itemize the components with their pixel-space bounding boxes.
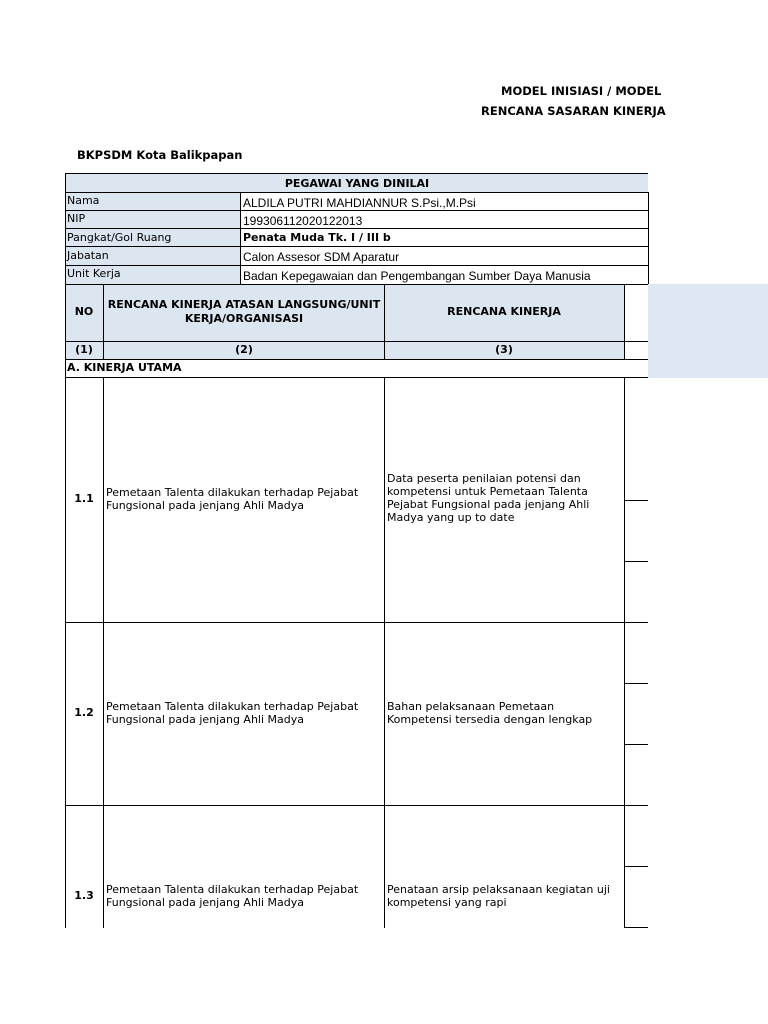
field-label-unit-kerja: Unit Kerja bbox=[67, 267, 121, 280]
grid-line bbox=[65, 284, 648, 285]
overlay-panel bbox=[648, 284, 768, 378]
field-label-nip: NIP bbox=[67, 212, 86, 225]
field-label-pangkat: Pangkat/Gol Ruang bbox=[67, 231, 172, 244]
row-kinerja-text: Bahan pelaksanaan Pemetaan Kompetensi tersedia dengan lengkap bbox=[387, 700, 593, 726]
row-no: 1.3 bbox=[74, 889, 94, 902]
row-no: 1.2 bbox=[74, 706, 94, 719]
grid-line bbox=[240, 192, 241, 284]
col-header-no: NO bbox=[74, 305, 94, 318]
grid-line bbox=[65, 210, 648, 211]
grid-line bbox=[624, 561, 648, 562]
field-value-jabatan: Calon Assesor SDM Aparatur bbox=[243, 250, 400, 264]
grid-line bbox=[65, 377, 648, 378]
grid-line bbox=[65, 622, 648, 623]
field-value-unit-kerja: Badan Kepegawaian dan Pengembangan Sumber Daya Manusia bbox=[243, 269, 591, 283]
grid-line bbox=[65, 173, 648, 174]
grid-line bbox=[624, 377, 625, 928]
col-header-kinerja: RENCANA KINERJA bbox=[447, 305, 561, 318]
grid-line bbox=[65, 246, 648, 247]
col-number-2: (2) bbox=[235, 343, 253, 356]
document-subtitle: RENCANA SASARAN KINERJA bbox=[481, 104, 666, 118]
row-atasan-text: Pemetaan Talenta dilakukan terhadap Pejabat Fungsional pada jenjang Ahli Madya bbox=[106, 883, 359, 909]
grid-line bbox=[103, 284, 104, 359]
col-number-3: (3) bbox=[495, 343, 513, 356]
grid-line bbox=[65, 173, 66, 928]
grid-line bbox=[65, 228, 648, 229]
field-value-nip: 199306112020122013 bbox=[243, 214, 363, 228]
pegawai-section-title: PEGAWAI YANG DINILAI bbox=[284, 177, 430, 190]
field-value-pangkat: Penata Muda Tk. I / III b bbox=[243, 231, 391, 244]
row-atasan-text: Pemetaan Talenta dilakukan terhadap Pejabat Fungsional pada jenjang Ahli Madya bbox=[106, 486, 359, 512]
grid-line bbox=[103, 377, 104, 928]
grid-line bbox=[624, 284, 625, 359]
field-label-nama: Nama bbox=[67, 194, 100, 207]
grid-line bbox=[624, 683, 648, 684]
grid-line bbox=[65, 265, 648, 266]
organization-name: BKPSDM Kota Balikpapan bbox=[77, 148, 243, 162]
grid-line bbox=[624, 927, 648, 928]
grid-line bbox=[648, 192, 649, 284]
field-label-jabatan: Jabatan bbox=[67, 249, 109, 262]
row-kinerja-text: Data peserta penilaian potensi dan kompetensi untuk Pemetaan Talenta Pejabat Fungsional pada jenjang Ahli Madya yang up to date bbox=[387, 472, 590, 524]
grid-line bbox=[65, 341, 648, 342]
field-value-nama: ALDILA PUTRI MAHDIANNUR S.Psi.,M.Psi bbox=[243, 196, 476, 210]
document-title: MODEL INISIASI / MODEL bbox=[501, 84, 662, 98]
grid-line bbox=[384, 284, 385, 359]
row-no: 1.1 bbox=[74, 492, 94, 505]
grid-line bbox=[65, 805, 648, 806]
row-kinerja-text: Penataan arsip pelaksanaan kegiatan uji kompetensi yang rapi bbox=[387, 883, 610, 909]
grid-line bbox=[384, 377, 385, 928]
section-a-label: A. KINERJA UTAMA bbox=[67, 361, 182, 374]
grid-line bbox=[624, 866, 648, 867]
row-atasan-text: Pemetaan Talenta dilakukan terhadap Pejabat Fungsional pada jenjang Ahli Madya bbox=[106, 700, 359, 726]
grid-line bbox=[624, 500, 648, 501]
grid-line bbox=[65, 359, 648, 360]
grid-line bbox=[65, 192, 648, 193]
col-number-1: (1) bbox=[75, 343, 93, 356]
grid-line bbox=[624, 744, 648, 745]
col-header-atasan: RENCANA KINERJA ATASAN LANGSUNG/UNIT KERJA/ORGANISASI bbox=[107, 298, 381, 325]
